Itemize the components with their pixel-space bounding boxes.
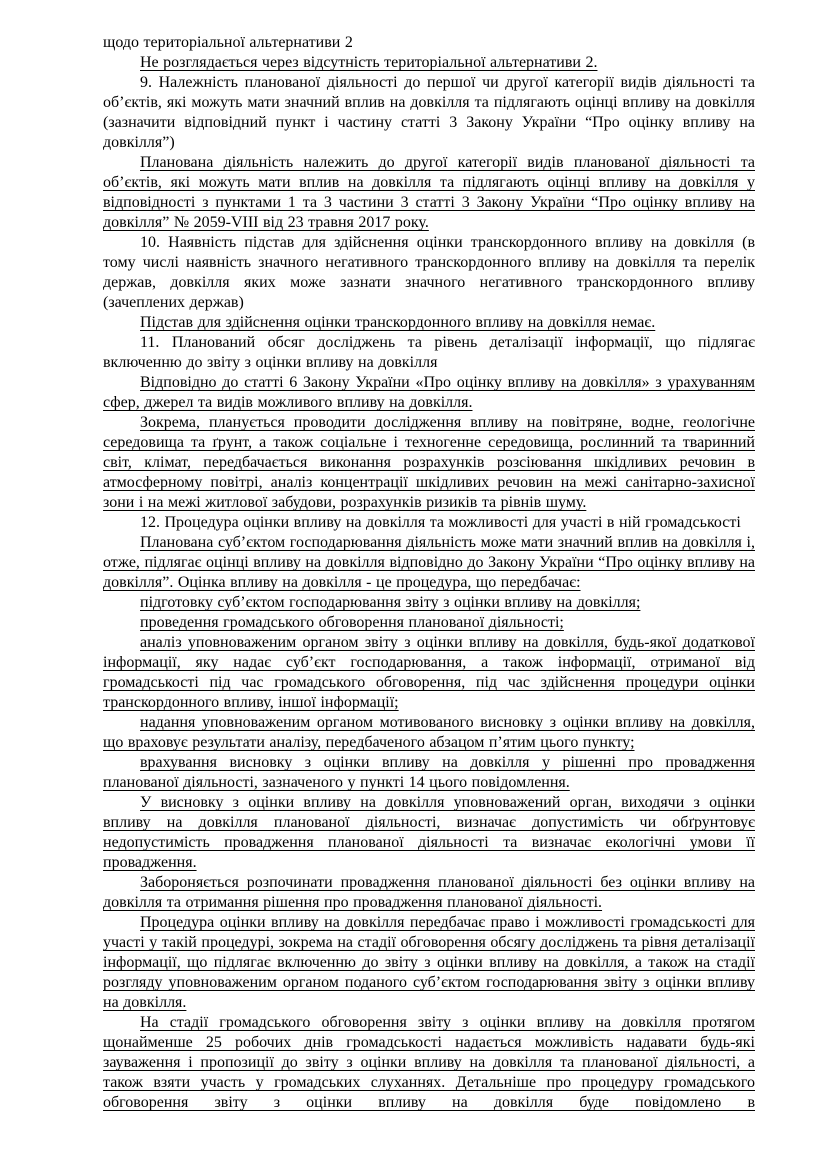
paragraph: 12. Процедура оцінки впливу на довкілля та можливості для участі в ній громадськості — [140, 514, 741, 531]
paragraph: 11. Планований обсяг досліджень та рівень деталізації інформації, що підлягає включенню до звіту з оцінки впливу на довкілля — [103, 334, 755, 371]
document-body — [103, 33, 755, 1113]
paragraph: щодо територіальної альтернативи 2 — [103, 34, 353, 51]
paragraph: аналіз уповноваженим органом звіту з оцінки впливу на довкілля, будь-якої додаткової інформації, яку надає суб’єкт господарювання, а також інформації, отриманої від громадськості під час громадського обговорення, під час здійснення процедури оцінки транскордонного впливу, іншої інформації; — [103, 634, 755, 711]
paragraph: Забороняється розпочинати провадження планованої діяльності без оцінки впливу на довкілля та отримання рішення про провадження планованої діяльності. — [103, 874, 755, 911]
paragraph: На стадії громадського обговорення звіту з оцінки впливу на довкілля протягом щонайменше 25 робочих днів громадськості надається можливість надавати будь-які зауваження і пропозиції до звіту з оцінки впливу на довкілля та планованої діяльності, а також взяти участь у громадських слуханнях. Детальніше про процедуру громадського обговорення звіту з оцінки впливу на довкілля буде повідомлено в — [103, 1014, 755, 1111]
paragraph: 10. Наявність підстав для здійснення оцінки транскордонного впливу на довкілля (в тому числі наявність значного негативного транскордонного впливу на довкілля та перелік держав, довкілля яких може зазнати значного негативного транскордонного впливу (зачеплених держав) — [103, 234, 755, 311]
paragraph: проведення громадського обговорення планованої діяльності; — [140, 614, 564, 631]
paragraph: Зокрема, планується проводити дослідження впливу на повітряне, водне, геологічне середовища та ґрунт, а також соціальне і техногенне середовища, рослинний та тваринний світ, клімат, передбачається виконання розрахунків розсіювання шкідливих речовин в атмосферному повітрі, аналіз концентрації шкідливих речовин на межі санітарно-захисної зони і на межі житлової забудови, розрахунків ризиків та рівнів шуму. — [103, 414, 755, 511]
paragraph: Не розглядається через відсутність територіальної альтернативи 2. — [140, 54, 598, 71]
paragraph: Планована суб’єктом господарювання діяльність може мати значний вплив на довкілля і, отже, підлягає оцінці впливу на довкілля відповідно до Закону України “Про оцінку впливу на довкілля”. Оцінка впливу на довкілля - це процедура, що передбачає: — [103, 534, 755, 591]
paragraph: підготовку суб’єктом господарювання звіту з оцінки впливу на довкілля; — [140, 594, 641, 611]
paragraph: У висновку з оцінки впливу на довкілля уповноважений орган, виходячи з оцінки впливу на довкілля планованої діяльності, визначає допустимість чи обґрунтовує недопустимість провадження планованої діяльності та визначає екологічні умови її провадження. — [103, 794, 755, 871]
paragraph: Підстав для здійснення оцінки транскордонного впливу на довкілля немає. — [140, 314, 656, 331]
paragraph: надання уповноваженим органом мотивованого висновку з оцінки впливу на довкілля, що враховує результати аналізу, передбаченого абзацом п’ятим цього пункту; — [103, 714, 755, 751]
paragraph: Планована діяльність належить до другої категорії видів планованої діяльності та об’єктів, які можуть мати вплив на довкілля та підлягають оцінці впливу на довкілля у відповідності з пунктами 1 та 3 частини 3 статті 3 Закону України “Про оцінку впливу на довкілля” № 2059-VIII від 23 травня 2017 року. — [103, 154, 755, 231]
paragraph: Процедура оцінки впливу на довкілля передбачає право і можливості громадськості для участі у такій процедурі, зокрема на стадії обговорення обсягу досліджень та рівня деталізації інформації, що підлягає включенню до звіту з оцінки впливу на довкілля, а також на стадії розгляду уповноваженим органом поданого суб’єктом господарювання звіту з оцінки впливу на довкілля. — [103, 914, 755, 1011]
paragraph: Відповідно до статті 6 Закону України «Про оцінку впливу на довкілля» з урахуванням сфер, джерел та видів можливого впливу на довкілля. — [103, 374, 755, 411]
paragraph: врахування висновку з оцінки впливу на довкілля у рішенні про провадження планованої діяльності, зазначеного у пункті 14 цього повідомлення. — [103, 754, 755, 791]
paragraph: 9. Належність планованої діяльності до першої чи другої категорії видів діяльності та об’єктів, які можуть мати значний вплив на довкілля та підлягають оцінці впливу на довкілля (зазначити відповідний пункт і частину статті 3 Закону України “Про оцінку впливу на довкілля”) — [103, 74, 755, 151]
